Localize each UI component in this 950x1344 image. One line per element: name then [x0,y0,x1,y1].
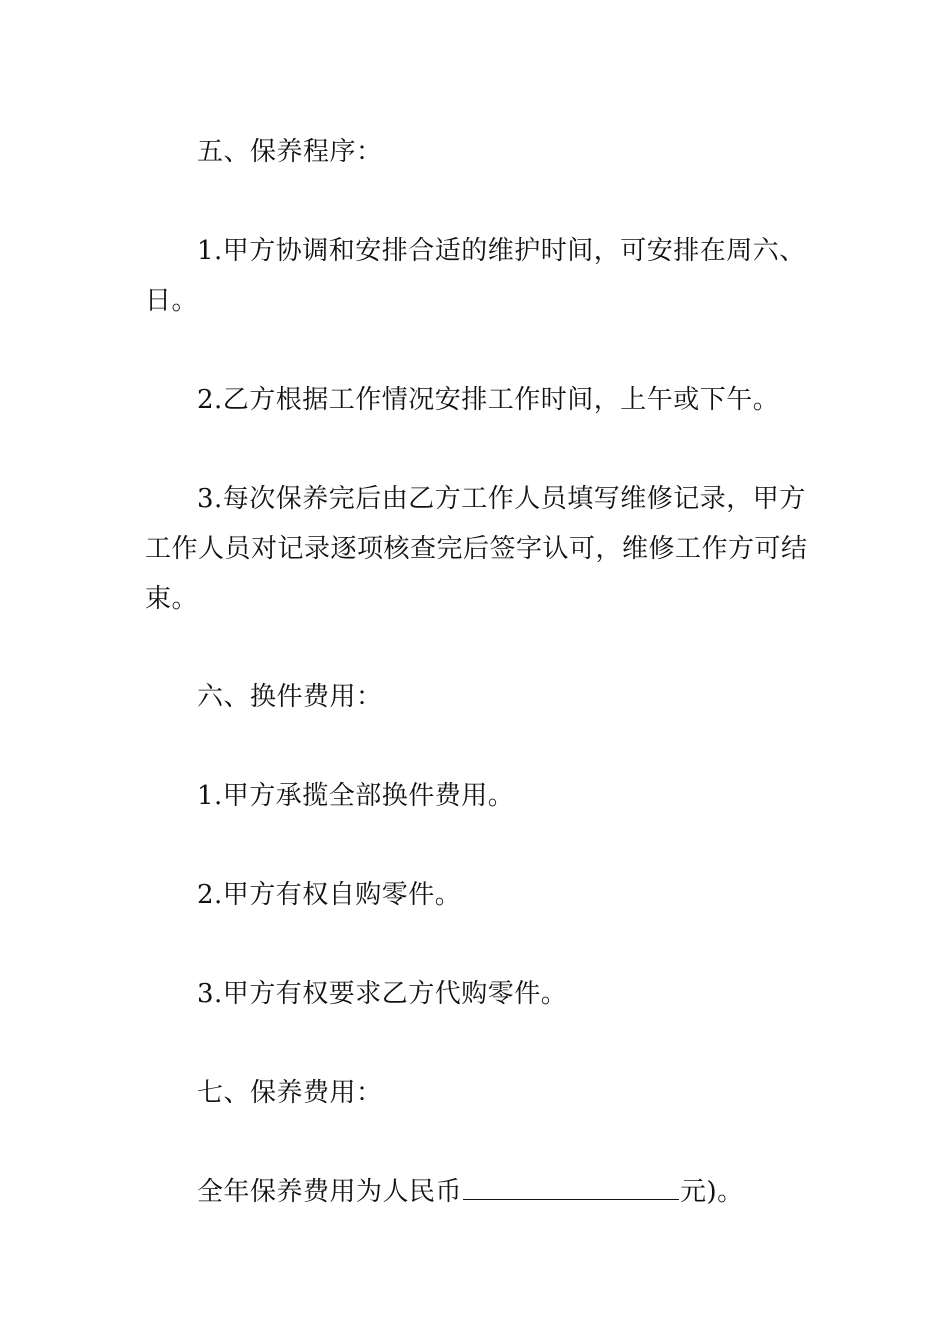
section-5-heading: 五、保养程序： [197,137,383,167]
section-6-item-3: 3.甲方有权要求乙方代购零件。 [197,979,568,1009]
section-6-item-2: 2.甲方有权自购零件。 [197,880,462,910]
section-7-heading: 七、保养费用： [197,1078,383,1108]
section-5-item-2: 2.乙方根据工作情况安排工作时间，上午或下午。 [197,385,780,415]
fee-suffix: 元)。 [680,1177,744,1207]
fee-prefix: 全年保养费用为人民币 [197,1177,463,1207]
section-5-item-3: 3.每次保养完后由乙方工作人员填写维修记录，甲方工作人员对记录逐项核查完后签字认可，维修工作方可结束。 [145,484,808,614]
section-5-item-1: 1.甲方协调和安排合适的维护时间，可安排在周六、日。 [145,236,806,316]
annual-fee-line [145,1167,810,1217]
fee-amount-blank [463,1173,679,1200]
section-6-heading: 六、换件费用： [197,682,383,712]
section-6-item-1: 1.甲方承揽全部换件费用。 [197,781,515,811]
